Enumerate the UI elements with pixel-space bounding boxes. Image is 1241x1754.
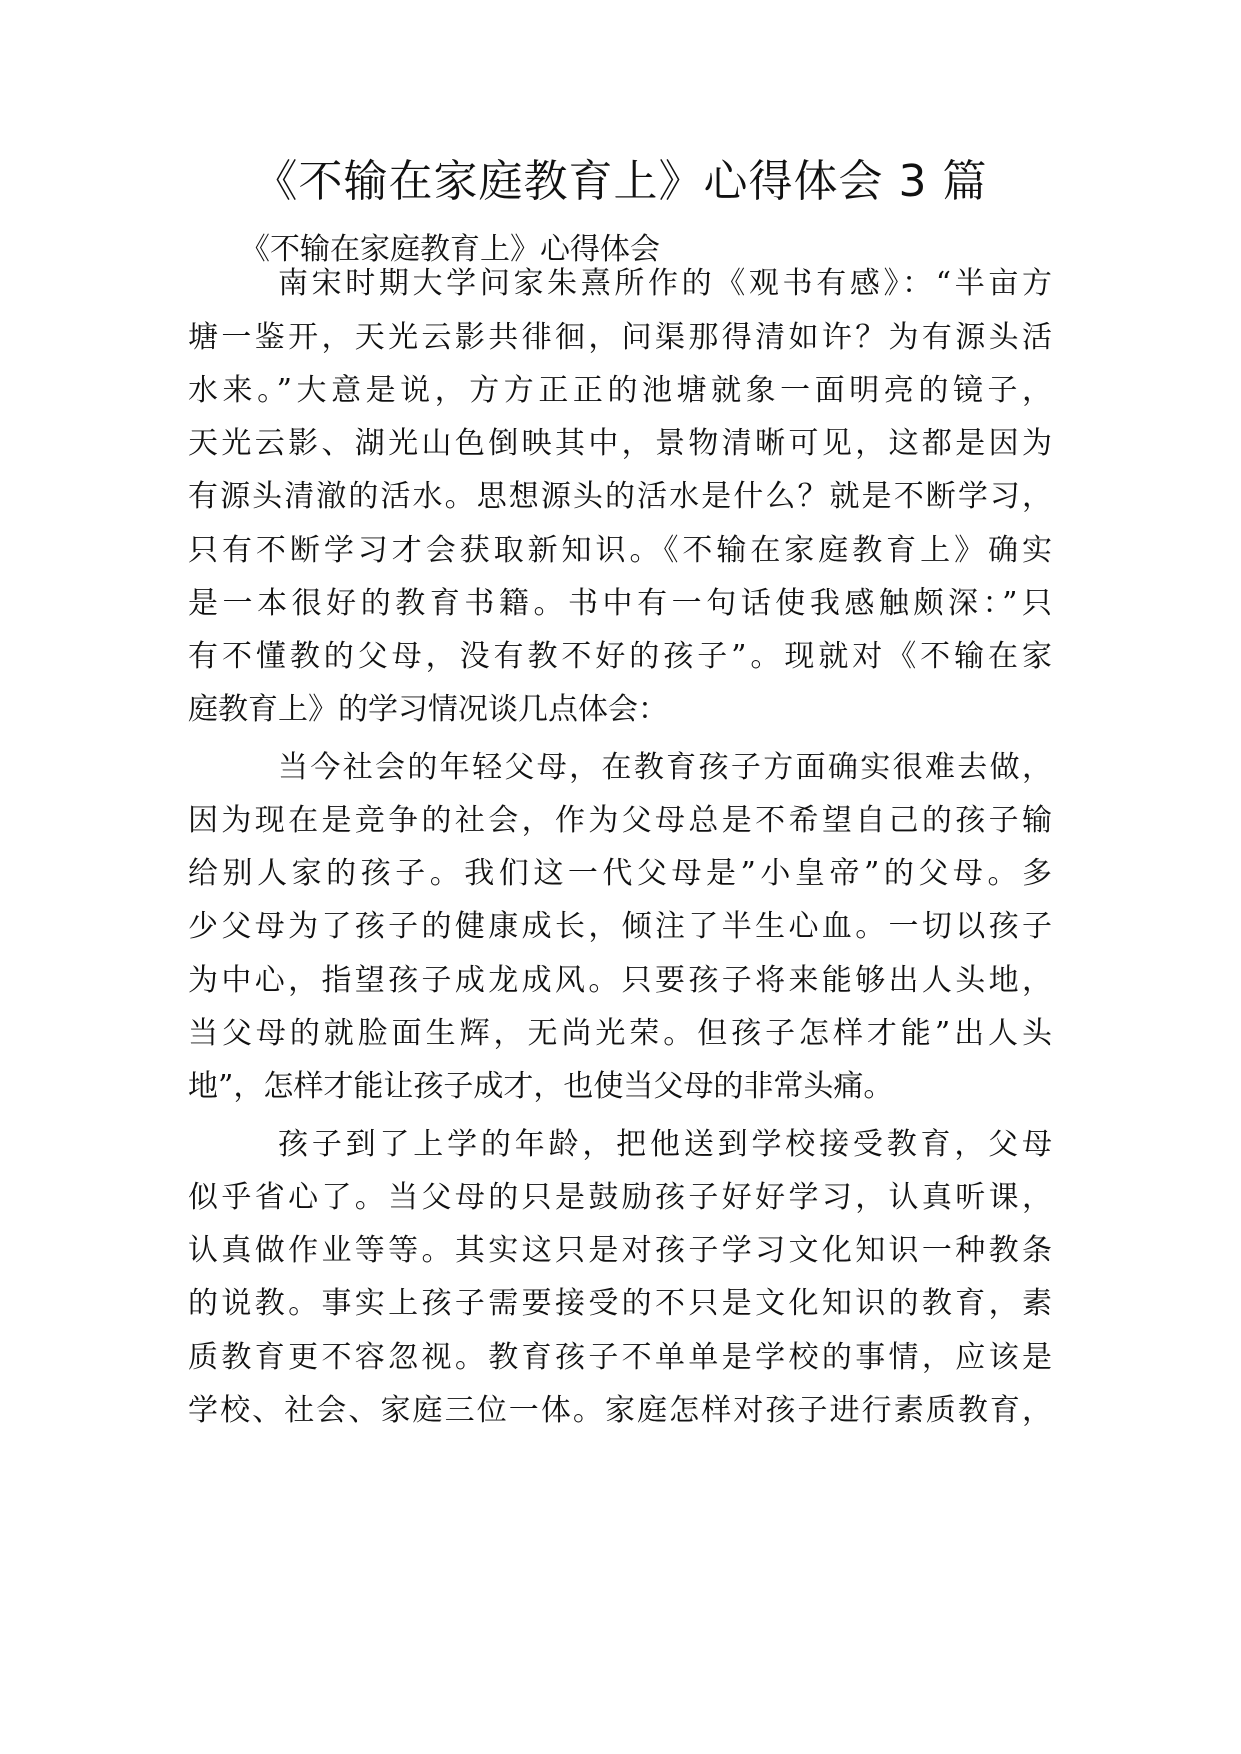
paragraph-line: 是一本很好的教育书籍。书中有一句话使我感触颇深：”只	[188, 586, 1052, 621]
paragraph-line: 给别人家的孩子。我们这一代父母是”小皇帝”的父母。多	[188, 856, 1052, 891]
paragraph-line: 天光云影、湖光山色倒映其中，景物清晰可见，这都是因为	[188, 426, 1052, 461]
paragraph-line: 孩子到了上学的年龄，把他送到学校接受教育，父母	[278, 1127, 1052, 1162]
paragraph-line: 有源头清澈的活水。思想源头的活水是什么？就是不断学习，	[188, 479, 1052, 514]
paragraph-line: 少父母为了孩子的健康成长，倾注了半生心血。一切以孩子	[188, 909, 1052, 944]
paragraph-line: 质教育更不容忽视。教育孩子不单单是学校的事情，应该是	[188, 1340, 1052, 1375]
paragraph-line: 似乎省心了。当父母的只是鼓励孩子好好学习，认真听课，	[188, 1180, 1052, 1215]
paragraph-line: 为中心，指望孩子成龙成风。只要孩子将来能够出人头地，	[188, 963, 1052, 998]
paragraph-line: 有不懂教的父母，没有教不好的孩子”。现就对《不输在家	[188, 639, 1052, 674]
paragraph-line: 只有不断学习才会获取新知识。《不输在家庭教育上》确实	[188, 533, 1052, 568]
paragraph-line: 因为现在是竞争的社会，作为父母总是不希望自己的孩子输	[188, 803, 1052, 838]
paragraph-line: 当今社会的年轻父母，在教育孩子方面确实很难去做，	[278, 750, 1052, 785]
document-title: 《不输在家庭教育上》心得体会 3 篇	[253, 156, 988, 207]
paragraph-line: 水来。”大意是说，方方正正的池塘就象一面明亮的镜子，	[188, 373, 1052, 408]
document-subtitle: 《不输在家庭教育上》心得体会	[240, 232, 660, 267]
paragraph-line: 庭教育上》的学习情况谈几点体会：	[188, 692, 668, 727]
paragraph-line: 塘一鉴开，天光云影共徘徊，问渠那得清如许？为有源头活	[188, 320, 1052, 355]
paragraph-line: 学校、社会、家庭三位一体。家庭怎样对孩子进行素质教育，	[188, 1393, 1052, 1428]
paragraph-line: 当父母的就脸面生辉，无尚光荣。但孩子怎样才能”出人头	[188, 1016, 1052, 1051]
paragraph-line: 地”，怎样才能让孩子成才，也使当父母的非常头痛。	[188, 1069, 894, 1104]
paragraph-line: 的说教。事实上孩子需要接受的不只是文化知识的教育，素	[188, 1286, 1052, 1321]
paragraph-line: 南宋时期大学问家朱熹所作的《观书有感》：“半亩方	[278, 266, 1052, 301]
paragraph-line: 认真做作业等等。其实这只是对孩子学习文化知识一种教条	[188, 1233, 1052, 1268]
